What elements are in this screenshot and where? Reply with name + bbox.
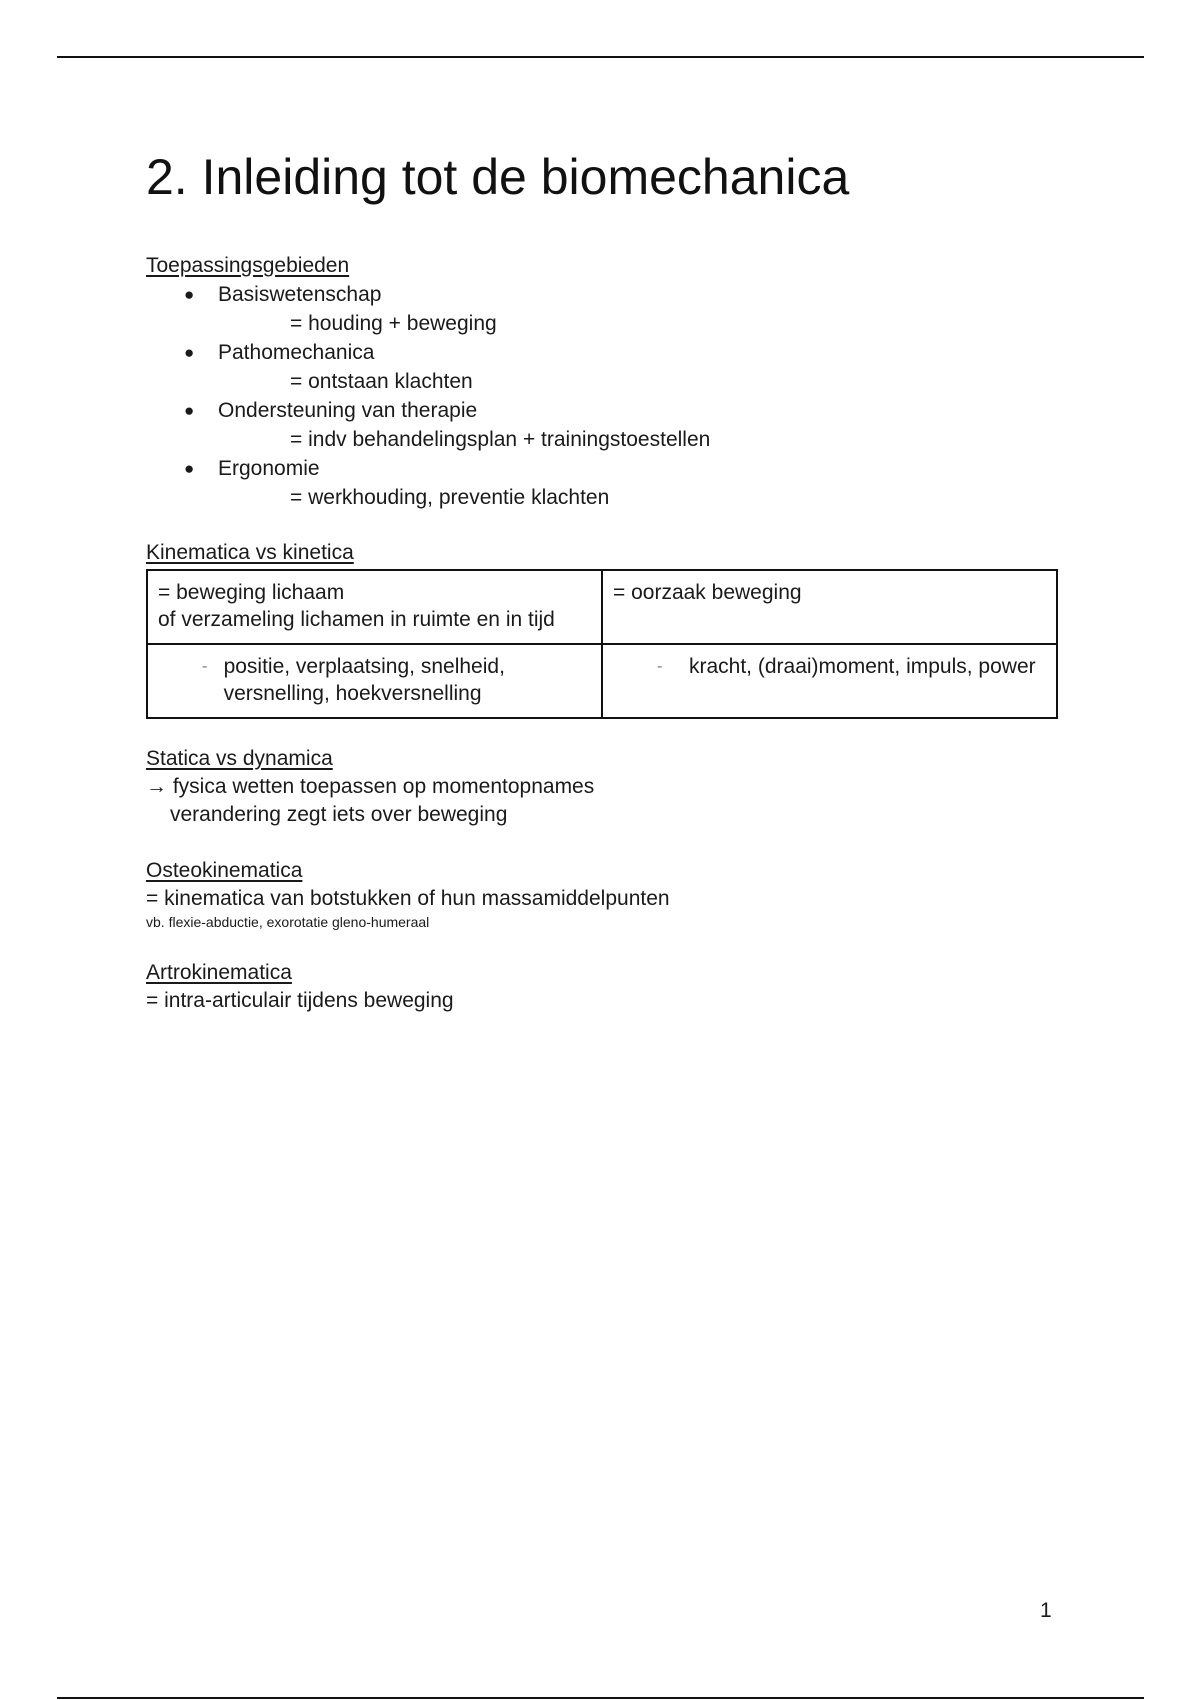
dash-icon: - — [202, 658, 208, 675]
section-toepassingsgebieden — [146, 252, 1066, 512]
section-artrokinematica — [146, 959, 1066, 1015]
bottom-rule — [57, 1697, 1144, 1699]
cell-line: = beweging lichaam — [158, 581, 345, 604]
cell-line: = oorzaak beweging — [613, 581, 802, 604]
list-item-label: Ergonomie — [218, 457, 320, 480]
table-row — [147, 570, 1057, 644]
statica-line: → fysica wetten toepassen op momentopnames — [146, 775, 595, 798]
bullet-icon: ● — [184, 285, 195, 304]
heading-statica: Statica vs dynamica — [146, 747, 333, 770]
bullet-icon: ● — [184, 401, 195, 420]
bullet-icon: ● — [184, 343, 195, 362]
kinematica-table — [146, 569, 1058, 719]
heading-artrokinematica: Artrokinematica — [146, 961, 292, 984]
bullet-icon: ● — [184, 459, 195, 478]
list-item-description: = werkhouding, preventie klachten — [290, 486, 610, 509]
statica-line: verandering zegt iets over beweging — [170, 803, 508, 826]
osteokinematica-example: vb. flexie-abductie, exorotatie gleno-humeraal — [146, 914, 430, 930]
list-item — [146, 338, 1066, 396]
document-body — [146, 140, 1066, 1015]
table-cell-kinematica-examples — [147, 644, 602, 718]
list-item-label: Basiswetenschap — [218, 283, 382, 306]
heading-osteokinematica: Osteokinematica — [146, 859, 303, 882]
osteokinematica-definition: = kinematica van botstukken of hun massamiddelpunten — [146, 887, 670, 910]
heading-kinematica: Kinematica vs kinetica — [146, 541, 354, 564]
section-osteokinematica — [146, 857, 1066, 931]
list-item-description: = ontstaan klachten — [290, 370, 473, 393]
cell-line: of verzameling lichamen in ruimte en in tijd — [158, 608, 555, 631]
table-row — [147, 644, 1057, 718]
list-item-label: Ondersteuning van therapie — [218, 399, 478, 422]
table-cell-kinetica-definition — [602, 570, 1057, 644]
page-number: 1 — [1040, 1599, 1052, 1622]
table-cell-kinematica-definition — [147, 570, 602, 644]
page-title: 2. Inleiding tot de biomechanica — [146, 149, 850, 205]
list-item-label: Pathomechanica — [218, 341, 375, 364]
dash-icon: - — [657, 658, 663, 675]
list-item — [146, 454, 1066, 512]
cell-text: kracht, (draai)moment, impuls, power — [689, 655, 1036, 678]
heading-toepassingsgebieden: Toepassingsgebieden — [146, 254, 350, 277]
list-item-description: = indv behandelingsplan + trainingstoestellen — [290, 428, 711, 451]
list-item — [146, 396, 1066, 454]
list-item — [146, 280, 1066, 338]
toepassingsgebieden-list — [146, 280, 1066, 512]
artrokinematica-definition: = intra-articulair tijdens beweging — [146, 989, 454, 1012]
list-item-description: = houding + beweging — [290, 312, 497, 335]
top-rule — [57, 56, 1144, 58]
section-statica — [146, 745, 1066, 829]
cell-text: positie, verplaatsing, snelheid, versnelling, hoekversnelling — [223, 655, 505, 705]
section-kinematica — [146, 539, 1066, 719]
table-cell-kinetica-examples — [602, 644, 1057, 718]
